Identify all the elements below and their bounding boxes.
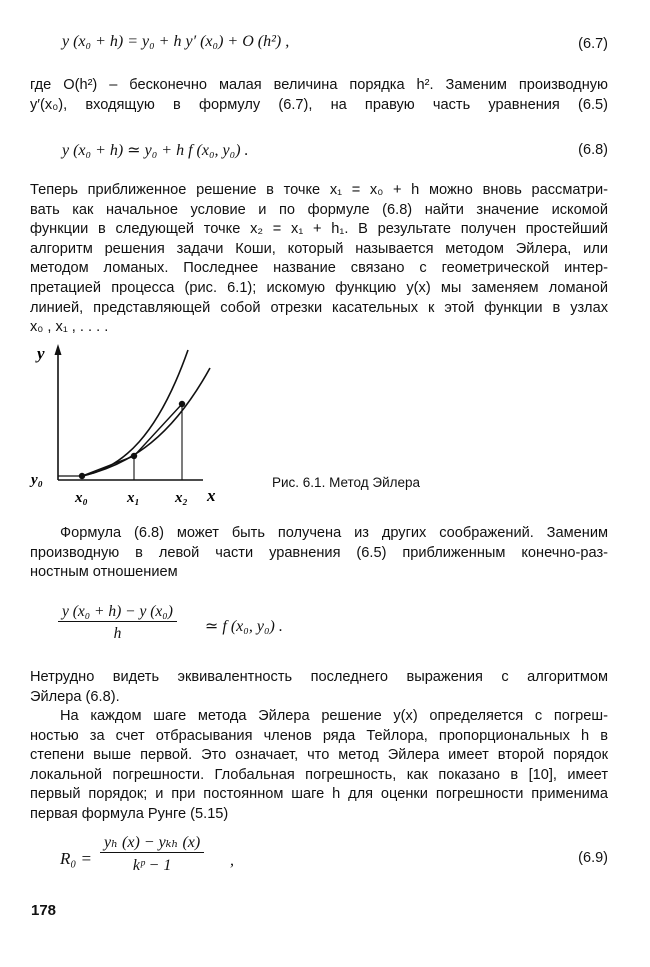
text-line: На каждом шаге метода Эйлера решение y(x) определяется с погреш- — [60, 708, 608, 724]
tick-label-x0: x₀ — [75, 490, 88, 506]
axis-label-y: y — [37, 344, 45, 363]
equation-6-9-lhs: R₀ = — [60, 849, 93, 868]
runge-numerator: yₕ (x) − yₖₕ (x) — [104, 834, 201, 851]
text-line: функции в следующей точке x₂ = x₁ + h₁. В результате получен простейший — [30, 221, 608, 238]
page-number: 178 — [31, 902, 57, 919]
runge-denominator: kᵖ − 1 — [100, 852, 204, 875]
text-line: y′(x₀), входящую в формулу (6.7), на правую часть уравнения (6.5) — [30, 96, 608, 113]
euler-method-figure — [28, 340, 228, 510]
text-line: локальной погрешности. Глобальная погрешность, как показано в [10], имеет — [30, 766, 608, 783]
y-axis-arrow — [55, 344, 62, 355]
fraction-numerator: y (x₀ + h) − y (x₀) — [62, 603, 173, 620]
paragraph-1 — [30, 76, 608, 115]
equation-number-6-8: (6.8) — [578, 142, 608, 158]
runge-fraction — [100, 832, 204, 875]
text-line: производную в левой части уравнения (6.5) приближенным конечно-раз- — [30, 544, 608, 561]
node-x0 — [79, 473, 85, 479]
text-line: ностью за счет отбрасывания членов ряда Тейлора, пропорциональных h в — [30, 727, 608, 744]
text-line: ностным отношением — [30, 564, 178, 581]
fraction-rhs: ≃ f (x₀, y₀) . — [205, 618, 283, 635]
paragraph-5 — [30, 707, 608, 825]
text-line: Нетрудно видеть эквивалентность последнего выражения с алгоритмом — [30, 669, 608, 685]
text-line: вать как начальное условие и по формуле (6.8) найти значение искомой — [30, 201, 608, 218]
tick-label-x2: x₂ — [175, 490, 188, 506]
text-line: первая формула Рунге (5.15) — [30, 805, 229, 822]
equation-6-8: y (x₀ + h) ≃ y₀ + h f (x₀, y₀) . — [62, 142, 249, 159]
node-x1 — [131, 453, 137, 459]
equation-6-9-tail: , — [230, 852, 234, 869]
text-line: алгоритм решения задачи Коши, который называется методом Эйлера, или — [30, 240, 608, 257]
paragraph-4 — [30, 668, 608, 707]
label-y0: y₀ — [31, 472, 43, 488]
finite-difference-fraction — [58, 603, 177, 643]
paragraph-2 — [30, 181, 608, 338]
text-line: Эйлера (6.8). — [30, 688, 120, 705]
figure-caption: Рис. 6.1. Метод Эйлера — [272, 475, 421, 490]
text-line: Теперь приближенное решение в точке x₁ = x₀ + h можно вновь рассматри- — [30, 182, 608, 198]
integral-curve — [82, 368, 210, 476]
node-x2 — [179, 401, 185, 407]
text-line: степени выше первой. Это означает, что метод Эйлера имеет второй порядок — [30, 747, 608, 764]
text-line: линией, представляющей собой отрезки касательных к этой функции в узлах — [30, 299, 608, 316]
equation-number-6-9: (6.9) — [578, 850, 608, 866]
text-line: методом ломаных. Последнее название связано с геометрической интер- — [30, 260, 608, 277]
text-line: где O(h²) – бесконечно малая величина порядка h². Заменим производную — [30, 77, 608, 93]
euler-polyline — [82, 404, 182, 476]
paragraph-3 — [30, 524, 608, 583]
text-line: x₀ , x₁ , . . . . — [30, 319, 109, 336]
tick-label-x1: x₁ — [127, 490, 140, 506]
equation-6-7: y (x₀ + h) = y₀ + h y′ (x₀) + O (h²) , — [62, 33, 290, 50]
equation-number-6-7: (6.7) — [578, 36, 608, 52]
fraction-denominator: h — [58, 621, 177, 643]
axis-label-x: x — [207, 486, 216, 505]
text-line: Формула (6.8) может быть получена из других соображений. Заменим — [60, 525, 608, 541]
text-line: первый порядок; и при постоянном шаге h для оценки погрешности применима — [30, 786, 608, 803]
text-line: претацией процесса (рис. 6.1); искомую функцию y(x) мы заменяем ломаной — [30, 279, 608, 296]
